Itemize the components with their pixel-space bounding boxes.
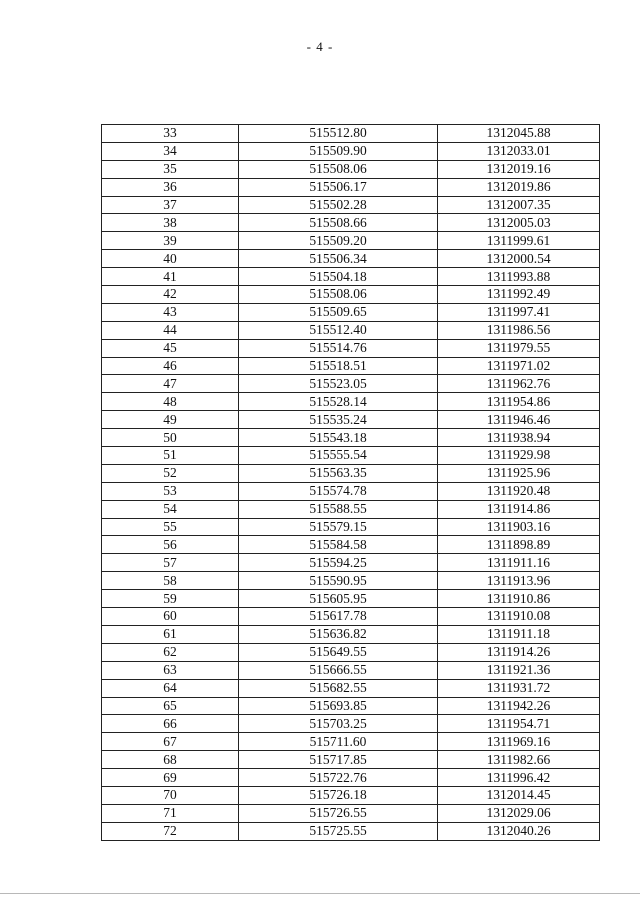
y-coordinate-cell: 1311920.48 xyxy=(438,482,600,500)
y-coordinate-cell: 1312014.45 xyxy=(438,786,600,804)
x-coordinate-cell: 515512.40 xyxy=(239,321,438,339)
point-number-cell: 51 xyxy=(102,447,239,465)
point-number-cell: 63 xyxy=(102,661,239,679)
point-number-cell: 70 xyxy=(102,786,239,804)
x-coordinate-cell: 515605.95 xyxy=(239,590,438,608)
point-number-cell: 59 xyxy=(102,590,239,608)
y-coordinate-cell: 1311979.55 xyxy=(438,339,600,357)
table-row xyxy=(102,196,600,214)
x-coordinate-cell: 515590.95 xyxy=(239,572,438,590)
y-coordinate-cell: 1312019.16 xyxy=(438,160,600,178)
x-coordinate-cell: 515543.18 xyxy=(239,429,438,447)
point-number-cell: 43 xyxy=(102,303,239,321)
table-row xyxy=(102,572,600,590)
x-coordinate-cell: 515579.15 xyxy=(239,518,438,536)
table-row xyxy=(102,608,600,626)
x-coordinate-cell: 515711.60 xyxy=(239,733,438,751)
y-coordinate-cell: 1311914.26 xyxy=(438,643,600,661)
x-coordinate-cell: 515518.51 xyxy=(239,357,438,375)
y-coordinate-cell: 1312029.06 xyxy=(438,804,600,822)
point-number-cell: 42 xyxy=(102,286,239,304)
table-row xyxy=(102,321,600,339)
y-coordinate-cell: 1311914.86 xyxy=(438,500,600,518)
x-coordinate-cell: 515509.20 xyxy=(239,232,438,250)
x-coordinate-cell: 515574.78 xyxy=(239,482,438,500)
x-coordinate-cell: 515588.55 xyxy=(239,500,438,518)
x-coordinate-cell: 515504.18 xyxy=(239,268,438,286)
table-row xyxy=(102,125,600,143)
y-coordinate-cell: 1311898.89 xyxy=(438,536,600,554)
y-coordinate-cell: 1311962.76 xyxy=(438,375,600,393)
x-coordinate-cell: 515682.55 xyxy=(239,679,438,697)
point-number-cell: 60 xyxy=(102,608,239,626)
x-coordinate-cell: 515726.18 xyxy=(239,786,438,804)
table-row xyxy=(102,733,600,751)
table-row xyxy=(102,429,600,447)
y-coordinate-cell: 1311954.71 xyxy=(438,715,600,733)
x-coordinate-cell: 515617.78 xyxy=(239,608,438,626)
x-coordinate-cell: 515509.65 xyxy=(239,303,438,321)
point-number-cell: 48 xyxy=(102,393,239,411)
y-coordinate-cell: 1311911.16 xyxy=(438,554,600,572)
table-row xyxy=(102,357,600,375)
table-row xyxy=(102,286,600,304)
table-row xyxy=(102,625,600,643)
x-coordinate-cell: 515703.25 xyxy=(239,715,438,733)
point-number-cell: 72 xyxy=(102,822,239,840)
y-coordinate-cell: 1312000.54 xyxy=(438,250,600,268)
point-number-cell: 71 xyxy=(102,804,239,822)
x-coordinate-cell: 515508.06 xyxy=(239,286,438,304)
x-coordinate-cell: 515508.66 xyxy=(239,214,438,232)
point-number-cell: 38 xyxy=(102,214,239,232)
point-number-cell: 69 xyxy=(102,769,239,787)
point-number-cell: 39 xyxy=(102,232,239,250)
point-number-cell: 45 xyxy=(102,339,239,357)
table-row xyxy=(102,518,600,536)
x-coordinate-cell: 515509.90 xyxy=(239,142,438,160)
point-number-cell: 67 xyxy=(102,733,239,751)
x-coordinate-cell: 515666.55 xyxy=(239,661,438,679)
table-row xyxy=(102,554,600,572)
point-number-cell: 49 xyxy=(102,411,239,429)
x-coordinate-cell: 515514.76 xyxy=(239,339,438,357)
y-coordinate-cell: 1312040.26 xyxy=(438,822,600,840)
y-coordinate-cell: 1311996.42 xyxy=(438,769,600,787)
x-coordinate-cell: 515726.55 xyxy=(239,804,438,822)
y-coordinate-cell: 1312007.35 xyxy=(438,196,600,214)
point-number-cell: 53 xyxy=(102,482,239,500)
point-number-cell: 46 xyxy=(102,357,239,375)
y-coordinate-cell: 1311913.96 xyxy=(438,572,600,590)
x-coordinate-cell: 515636.82 xyxy=(239,625,438,643)
table-row xyxy=(102,679,600,697)
x-coordinate-cell: 515693.85 xyxy=(239,697,438,715)
point-number-cell: 58 xyxy=(102,572,239,590)
table-row xyxy=(102,804,600,822)
point-number-cell: 62 xyxy=(102,643,239,661)
x-coordinate-cell: 515535.24 xyxy=(239,411,438,429)
x-coordinate-cell: 515506.17 xyxy=(239,178,438,196)
point-number-cell: 52 xyxy=(102,464,239,482)
table-row xyxy=(102,751,600,769)
x-coordinate-cell: 515649.55 xyxy=(239,643,438,661)
x-coordinate-cell: 515502.28 xyxy=(239,196,438,214)
point-number-cell: 66 xyxy=(102,715,239,733)
point-number-cell: 54 xyxy=(102,500,239,518)
point-number-cell: 35 xyxy=(102,160,239,178)
point-number-cell: 50 xyxy=(102,429,239,447)
table-row xyxy=(102,375,600,393)
table-row xyxy=(102,482,600,500)
coordinates-table xyxy=(101,124,600,841)
table-row xyxy=(102,250,600,268)
point-number-cell: 64 xyxy=(102,679,239,697)
point-number-cell: 37 xyxy=(102,196,239,214)
x-coordinate-cell: 515725.55 xyxy=(239,822,438,840)
table-row xyxy=(102,160,600,178)
table-row xyxy=(102,464,600,482)
point-number-cell: 56 xyxy=(102,536,239,554)
point-number-cell: 57 xyxy=(102,554,239,572)
x-coordinate-cell: 515508.06 xyxy=(239,160,438,178)
y-coordinate-cell: 1311931.72 xyxy=(438,679,600,697)
y-coordinate-cell: 1311946.46 xyxy=(438,411,600,429)
y-coordinate-cell: 1311911.18 xyxy=(438,625,600,643)
y-coordinate-cell: 1311942.26 xyxy=(438,697,600,715)
x-coordinate-cell: 515563.35 xyxy=(239,464,438,482)
table-row xyxy=(102,447,600,465)
y-coordinate-cell: 1311992.49 xyxy=(438,286,600,304)
point-number-cell: 34 xyxy=(102,142,239,160)
page-number: - 4 - xyxy=(306,39,334,54)
x-coordinate-cell: 515717.85 xyxy=(239,751,438,769)
x-coordinate-cell: 515528.14 xyxy=(239,393,438,411)
table-row xyxy=(102,661,600,679)
y-coordinate-cell: 1312019.86 xyxy=(438,178,600,196)
point-number-cell: 33 xyxy=(102,125,239,143)
table-row xyxy=(102,214,600,232)
y-coordinate-cell: 1311986.56 xyxy=(438,321,600,339)
table-row xyxy=(102,411,600,429)
y-coordinate-cell: 1311910.86 xyxy=(438,590,600,608)
page-edge-line xyxy=(0,893,640,894)
y-coordinate-cell: 1311971.02 xyxy=(438,357,600,375)
table-row xyxy=(102,643,600,661)
x-coordinate-cell: 515523.05 xyxy=(239,375,438,393)
table-row xyxy=(102,697,600,715)
point-number-cell: 47 xyxy=(102,375,239,393)
x-coordinate-cell: 515506.34 xyxy=(239,250,438,268)
table-row xyxy=(102,339,600,357)
table-row xyxy=(102,500,600,518)
y-coordinate-cell: 1312045.88 xyxy=(438,125,600,143)
y-coordinate-cell: 1311969.16 xyxy=(438,733,600,751)
y-coordinate-cell: 1311999.61 xyxy=(438,232,600,250)
y-coordinate-cell: 1311929.98 xyxy=(438,447,600,465)
y-coordinate-cell: 1311993.88 xyxy=(438,268,600,286)
table-row xyxy=(102,393,600,411)
table-row xyxy=(102,142,600,160)
table-row xyxy=(102,536,600,554)
y-coordinate-cell: 1311938.94 xyxy=(438,429,600,447)
table-row xyxy=(102,590,600,608)
y-coordinate-cell: 1311925.96 xyxy=(438,464,600,482)
y-coordinate-cell: 1312005.03 xyxy=(438,214,600,232)
x-coordinate-cell: 515512.80 xyxy=(239,125,438,143)
point-number-cell: 41 xyxy=(102,268,239,286)
coordinates-table-body xyxy=(102,125,600,841)
y-coordinate-cell: 1311954.86 xyxy=(438,393,600,411)
table-row xyxy=(102,769,600,787)
table-row xyxy=(102,786,600,804)
table-row xyxy=(102,268,600,286)
y-coordinate-cell: 1311910.08 xyxy=(438,608,600,626)
x-coordinate-cell: 515594.25 xyxy=(239,554,438,572)
y-coordinate-cell: 1311903.16 xyxy=(438,518,600,536)
point-number-cell: 65 xyxy=(102,697,239,715)
y-coordinate-cell: 1311921.36 xyxy=(438,661,600,679)
point-number-cell: 36 xyxy=(102,178,239,196)
x-coordinate-cell: 515722.76 xyxy=(239,769,438,787)
point-number-cell: 68 xyxy=(102,751,239,769)
table-row xyxy=(102,232,600,250)
table-row xyxy=(102,715,600,733)
point-number-cell: 44 xyxy=(102,321,239,339)
point-number-cell: 40 xyxy=(102,250,239,268)
point-number-cell: 61 xyxy=(102,625,239,643)
point-number-cell: 55 xyxy=(102,518,239,536)
y-coordinate-cell: 1311982.66 xyxy=(438,751,600,769)
table-row xyxy=(102,822,600,840)
y-coordinate-cell: 1311997.41 xyxy=(438,303,600,321)
table-row xyxy=(102,178,600,196)
table-row xyxy=(102,303,600,321)
y-coordinate-cell: 1312033.01 xyxy=(438,142,600,160)
x-coordinate-cell: 515555.54 xyxy=(239,447,438,465)
x-coordinate-cell: 515584.58 xyxy=(239,536,438,554)
